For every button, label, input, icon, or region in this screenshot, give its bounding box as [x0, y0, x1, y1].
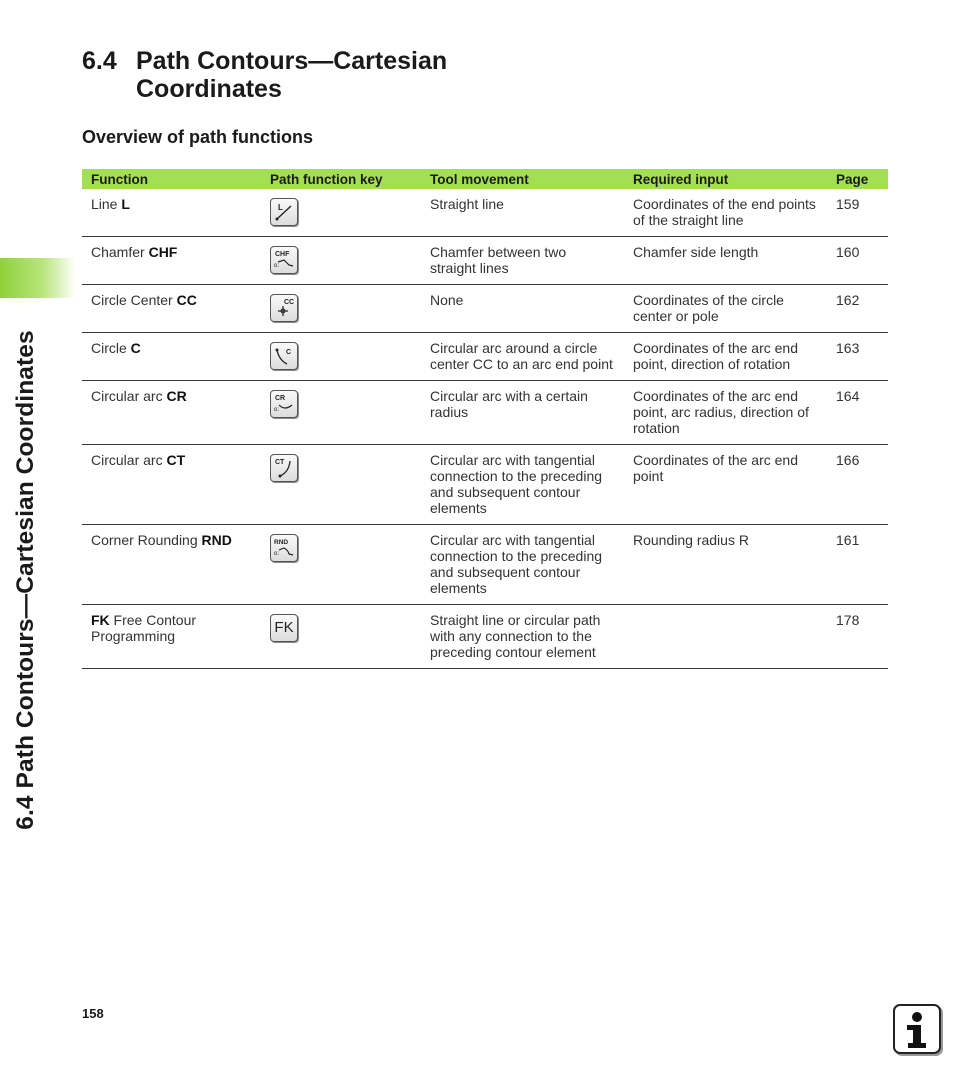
input-cell: Rounding radius R — [624, 525, 827, 605]
movement-cell: Circular arc with tangential connection to the preceding and subsequent contour elements — [421, 445, 624, 525]
key-cell — [261, 285, 421, 333]
svg-text:L: L — [278, 203, 283, 212]
movement-cell: Straight line — [421, 189, 624, 237]
function-mnemonic: FK — [91, 612, 110, 628]
key-cell — [261, 525, 421, 605]
page-cell: 161 — [827, 525, 888, 605]
page-cell: 159 — [827, 189, 888, 237]
input-cell: Coordinates of the arc end point, direction of rotation — [624, 333, 827, 381]
header-tool-movement: Tool movement — [421, 169, 624, 189]
header-page: Page — [827, 169, 888, 189]
section-heading-text: Path Contours—Cartesian Coordinates — [136, 47, 448, 103]
path-functions-table — [82, 169, 888, 669]
function-mnemonic: C — [130, 340, 141, 356]
chapter-tab-marker — [0, 258, 76, 298]
function-mnemonic: CT — [166, 452, 186, 468]
page-cell: 178 — [827, 605, 888, 669]
movement-cell: None — [421, 285, 624, 333]
key-cell — [261, 605, 421, 669]
page-number: 158 — [82, 1006, 104, 1021]
page-cell: 162 — [827, 285, 888, 333]
page-cell: 160 — [827, 237, 888, 285]
svg-text:o:: o: — [274, 551, 280, 557]
function-cell: Chamfer CHF — [82, 237, 261, 285]
function-mnemonic: CC — [176, 292, 197, 308]
function-cell: Circle C — [82, 333, 261, 381]
key-c-icon — [270, 342, 298, 370]
table-row — [82, 605, 888, 669]
key-cell — [261, 445, 421, 525]
info-icon — [893, 1004, 941, 1054]
svg-text:CC: CC — [284, 299, 295, 306]
svg-text:CT: CT — [275, 459, 285, 466]
section-number: 6.4 — [82, 47, 117, 75]
key-cell — [261, 333, 421, 381]
key-cell — [261, 237, 421, 285]
movement-cell: Circular arc with tangential connection to the preceding and subsequent contour elements — [421, 525, 624, 605]
movement-cell: Circular arc with a certain radius — [421, 381, 624, 445]
function-mnemonic: RND — [201, 532, 232, 548]
page-cell: 163 — [827, 333, 888, 381]
function-cell: Corner Rounding RND — [82, 525, 261, 605]
function-mnemonic: CR — [166, 388, 187, 404]
table-row — [82, 381, 888, 445]
header-path-function-key: Path function key — [261, 169, 421, 189]
movement-cell: Straight line or circular path with any connection to the preceding contour element — [421, 605, 624, 669]
table-row — [82, 445, 888, 525]
movement-cell: Chamfer between two straight lines — [421, 237, 624, 285]
svg-text:CHF: CHF — [275, 251, 290, 258]
key-ct-icon — [270, 454, 298, 482]
function-cell: Line L — [82, 189, 261, 237]
function-cell: Circle Center CC — [82, 285, 261, 333]
table-row — [82, 333, 888, 381]
key-cell — [261, 189, 421, 237]
header-required-input: Required input — [624, 169, 827, 189]
key-l-icon — [270, 198, 298, 226]
svg-text:RND: RND — [274, 539, 289, 546]
key-cell — [261, 381, 421, 445]
input-cell: Chamfer side length — [624, 237, 827, 285]
key-cc-icon — [270, 294, 298, 322]
function-cell: Circular arc CT — [82, 445, 261, 525]
input-cell: Coordinates of the arc end point — [624, 445, 827, 525]
page-cell: 166 — [827, 445, 888, 525]
input-cell: Coordinates of the circle center or pole — [624, 285, 827, 333]
svg-text:C: C — [286, 349, 292, 356]
header-function: Function — [82, 169, 261, 189]
function-cell: Circular arc CR — [82, 381, 261, 445]
svg-text:CR: CR — [275, 395, 286, 402]
input-cell — [624, 605, 827, 669]
subsection-title: Overview of path functions — [82, 127, 314, 147]
function-mnemonic: L — [121, 196, 130, 212]
table-row — [82, 285, 888, 333]
key-rnd-icon — [270, 534, 298, 562]
input-cell: Coordinates of the arc end point, arc radius, direction of rotation — [624, 381, 827, 445]
svg-text:o:: o: — [274, 263, 280, 269]
movement-cell: Circular arc around a circle center CC to an arc end point — [421, 333, 624, 381]
table-row — [82, 237, 888, 285]
table-row — [82, 189, 888, 237]
key-cr-icon — [270, 390, 298, 418]
table-row — [82, 525, 888, 605]
function-cell: FK Free Contour Programming — [82, 605, 261, 669]
function-mnemonic: CHF — [148, 244, 178, 260]
key-chf-icon — [270, 246, 298, 274]
table-header-row — [82, 169, 888, 189]
key-fk-icon: FK — [270, 614, 298, 642]
svg-text:o:: o: — [274, 407, 280, 413]
page-cell: 164 — [827, 381, 888, 445]
input-cell: Coordinates of the end points of the straight line — [624, 189, 827, 237]
